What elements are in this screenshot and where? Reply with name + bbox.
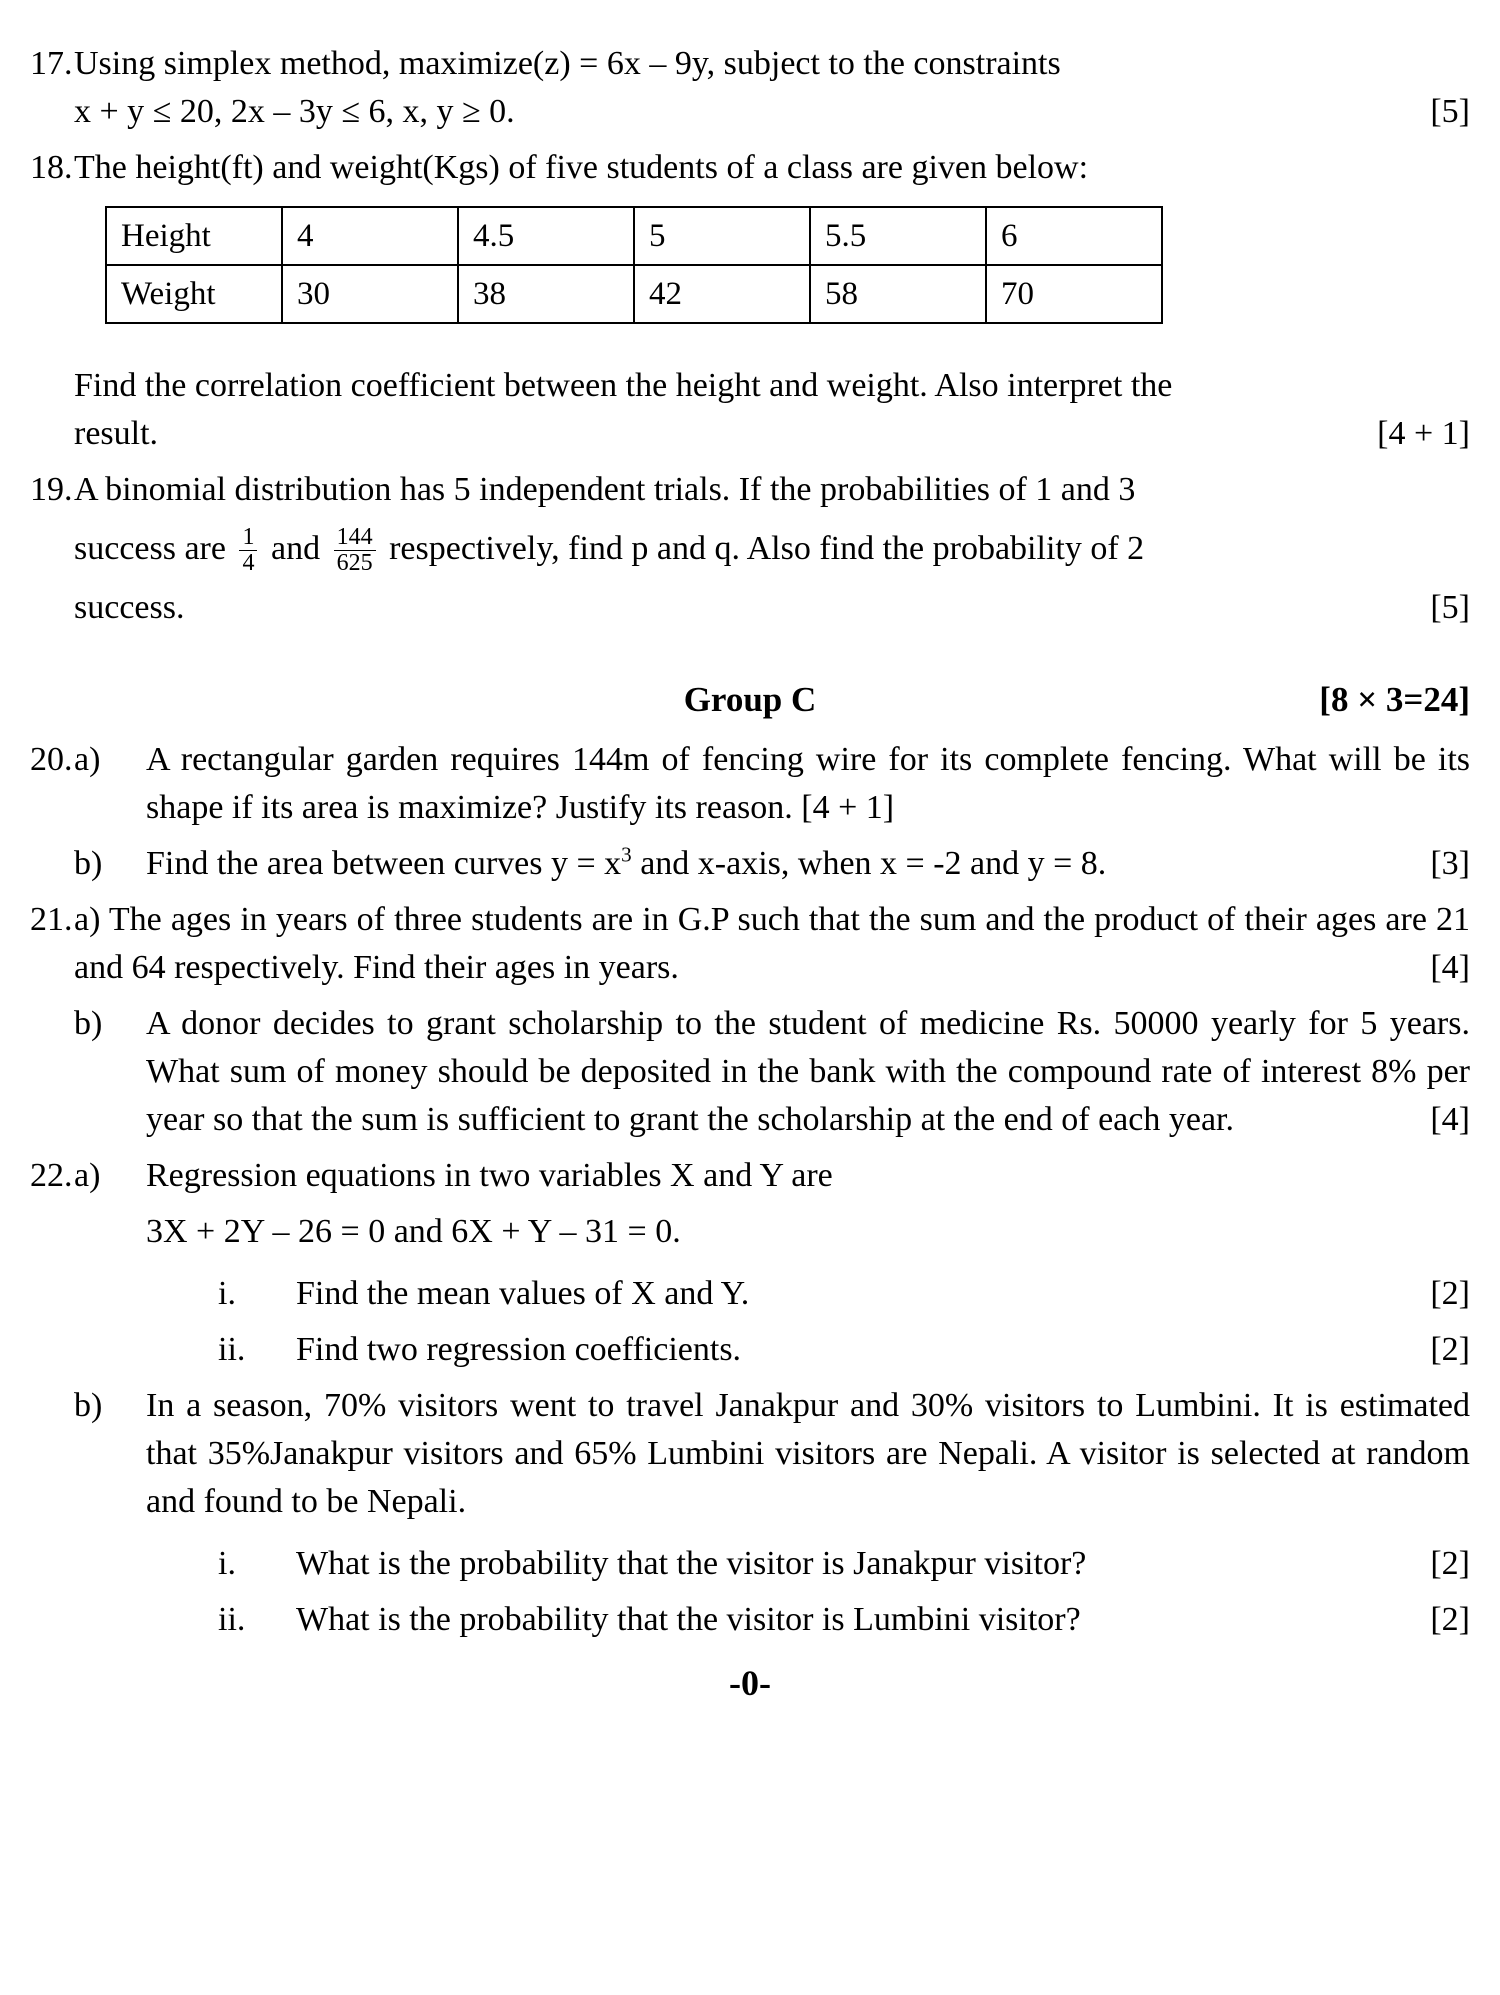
group-c-header [0,672,1500,728]
question-21b-marks: [4] [1430,1101,1470,1138]
question-22b-sub-i [0,1540,1500,1588]
question-20b-row [146,840,1470,888]
question-20b-body [146,840,1500,888]
table-cell: 42 [634,265,810,323]
fraction-144-625 [334,525,376,576]
question-22a-body [146,1152,1500,1256]
table-cell: 5.5 [810,207,986,265]
table-row [106,207,1162,265]
sub-item-number: i. [218,1275,236,1312]
fraction-one-quarter [239,525,257,576]
question-19-line3: success. [74,589,185,626]
question-18-followup [0,362,1500,458]
question-18-marks: [4 + 1] [1377,415,1470,452]
sub-item-text: Find two regression coefficients. [296,1331,742,1368]
sub-item-number: ii. [218,1331,246,1368]
top-spacer [0,0,1500,40]
question-21b-text: A donor decides to grant scholarship to the student of medicine Rs. 50000 yearly for 5 years. What sum of money should be deposited in the bank with the compound rate of interest 8% per year so that the sum is sufficient to grant the scholarship at the end of each year. [146,1005,1470,1138]
height-weight-table-wrapper [0,192,1500,334]
spacer [0,1588,1500,1596]
question-18 [0,144,1500,192]
question-20b [0,840,1500,888]
spacer [0,992,1500,1000]
table-cell: 30 [282,265,458,323]
table-cell: 70 [986,265,1162,323]
question-22b [0,1382,1500,1526]
table-cell: 6 [986,207,1162,265]
table-cell: 4 [282,207,458,265]
question-17-line2: x + y ≤ 20, 2x – 3y ≤ 6, x, y ≥ 0. [74,93,515,130]
sub-item-number: ii. [218,1601,246,1638]
spacer [0,728,1500,736]
sub-item-marks: [2] [1430,1275,1470,1312]
table-row-header: Weight [106,265,282,323]
question-17-marks: [5] [1430,93,1470,130]
question-20b-text-pre: Find the area between curves y = x [146,845,622,882]
question-17 [0,40,1500,136]
sub-item-marks: [2] [1430,1545,1470,1582]
question-18-body [74,144,1500,192]
question-20b-text [146,840,1106,888]
question-20b-text-post: and x-axis, when x = -2 and y = 8. [631,845,1107,882]
table-cell: 4.5 [458,207,634,265]
question-19-number: 19. [30,471,73,508]
question-19-marks: [5] [1430,589,1470,626]
question-18-followup-line2: result. [74,415,159,452]
question-18-intro: The height(ft) and weight(Kgs) of five students of a class are given below: [74,149,1089,186]
sub-item-text: Find the mean values of X and Y. [296,1275,750,1312]
question-21-number: 21. [30,901,73,938]
spacer [0,334,1500,362]
question-17-body [74,40,1500,136]
question-22a-label: a) [74,1157,101,1194]
question-17-number: 17. [30,45,73,82]
exponent-three: 3 [621,842,632,867]
spacer [0,1318,1500,1326]
question-20-number: 20. [30,741,73,778]
fraction-denominator: 4 [239,550,257,576]
question-19-line2-prefix: success are [74,530,226,567]
spacer [0,1144,1500,1152]
question-19-line2-conjunction: and [270,530,321,567]
group-c-marks: [8 × 3=24] [1319,680,1470,719]
fraction-denominator: 625 [334,550,376,576]
table-cell: 38 [458,265,634,323]
question-19-body [74,466,1500,632]
question-18-followup-line2-row [74,410,1470,458]
question-21 [0,896,1500,992]
question-22 [0,1152,1500,1256]
sub-item-text: What is the probability that the visitor is Lumbini visitor? [296,1601,1081,1638]
table-cell: 5 [634,207,810,265]
question-21b-label: b) [74,1005,103,1042]
question-20a-body: A rectangular garden requires 144m of fencing wire for its complete fencing. What will be its shape if its area is maximize? Justify its reason. [4 + 1] [146,741,1470,826]
question-20b-label: b) [74,845,103,882]
question-19-line2-suffix: respectively, find p and q. Also find the probability of 2 [389,530,1145,567]
spacer [0,458,1500,466]
table-row-header: Height [106,207,282,265]
question-21b-body [146,1000,1500,1144]
table-row [106,265,1162,323]
sub-item-marks: [2] [1430,1331,1470,1368]
spacer [0,136,1500,144]
sub-item-number: i. [218,1545,236,1582]
question-22b-sub-ii [0,1596,1500,1644]
sub-item-text: What is the probability that the visitor is Janakpur visitor? [296,1545,1087,1582]
fraction-numerator: 144 [336,523,373,550]
question-22b-body: In a season, 70% visitors went to travel Janakpur and 30% visitors to Lumbini. It is estimated that 35%Janakpur visitors and 65% Lumbini visitors are Nepali. A visitor is selected at random and found to be Nepali. [146,1387,1470,1520]
question-22a-sub-i [0,1270,1500,1318]
question-21a-text: a) The ages in years of three students are in G.P such that the sum and the product of their ages are 21 and 64 respectively. Find their ages in years. [74,901,1470,986]
question-19-line2 [74,514,1470,584]
group-c-title: Group C [683,680,817,719]
question-21a-marks: [4] [1430,949,1470,986]
spacer [0,1256,1500,1270]
page-end-marker: -0- [729,1663,771,1703]
question-18-number: 18. [30,149,73,186]
question-22a-equation: 3X + 2Y – 26 = 0 and 6X + Y – 31 = 0. [146,1213,681,1250]
question-22a-text: Regression equations in two variables X and Y are [146,1157,833,1194]
spacer [0,1526,1500,1540]
question-20b-marks: [3] [1430,845,1470,882]
question-17-line2-row [74,88,1470,136]
question-21b [0,1000,1500,1144]
question-21a-body [74,896,1500,992]
spacer [0,1374,1500,1382]
question-20 [0,736,1500,832]
spacer [0,632,1500,672]
spacer [0,888,1500,896]
question-17-line1: Using simplex method, maximize(z) = 6x – 9y, subject to the constraints [74,45,1061,82]
question-20a-label: a) [74,741,101,778]
question-19-line1: A binomial distribution has 5 independent trials. If the probabilities of 1 and 3 [74,471,1136,508]
spacer [0,832,1500,840]
question-22b-label: b) [74,1387,103,1424]
table-cell: 58 [810,265,986,323]
question-18-followup-body [74,362,1500,458]
sub-item-marks: [2] [1430,1601,1470,1638]
question-18-followup-line1: Find the correlation coefficient between the height and weight. Also interpret the [74,367,1173,404]
fraction-numerator: 1 [242,523,255,550]
height-weight-table [105,206,1163,324]
question-22-number: 22. [30,1157,73,1194]
question-22a-sub-ii [0,1326,1500,1374]
question-19 [0,466,1500,632]
question-19-line3-row [74,584,1470,632]
